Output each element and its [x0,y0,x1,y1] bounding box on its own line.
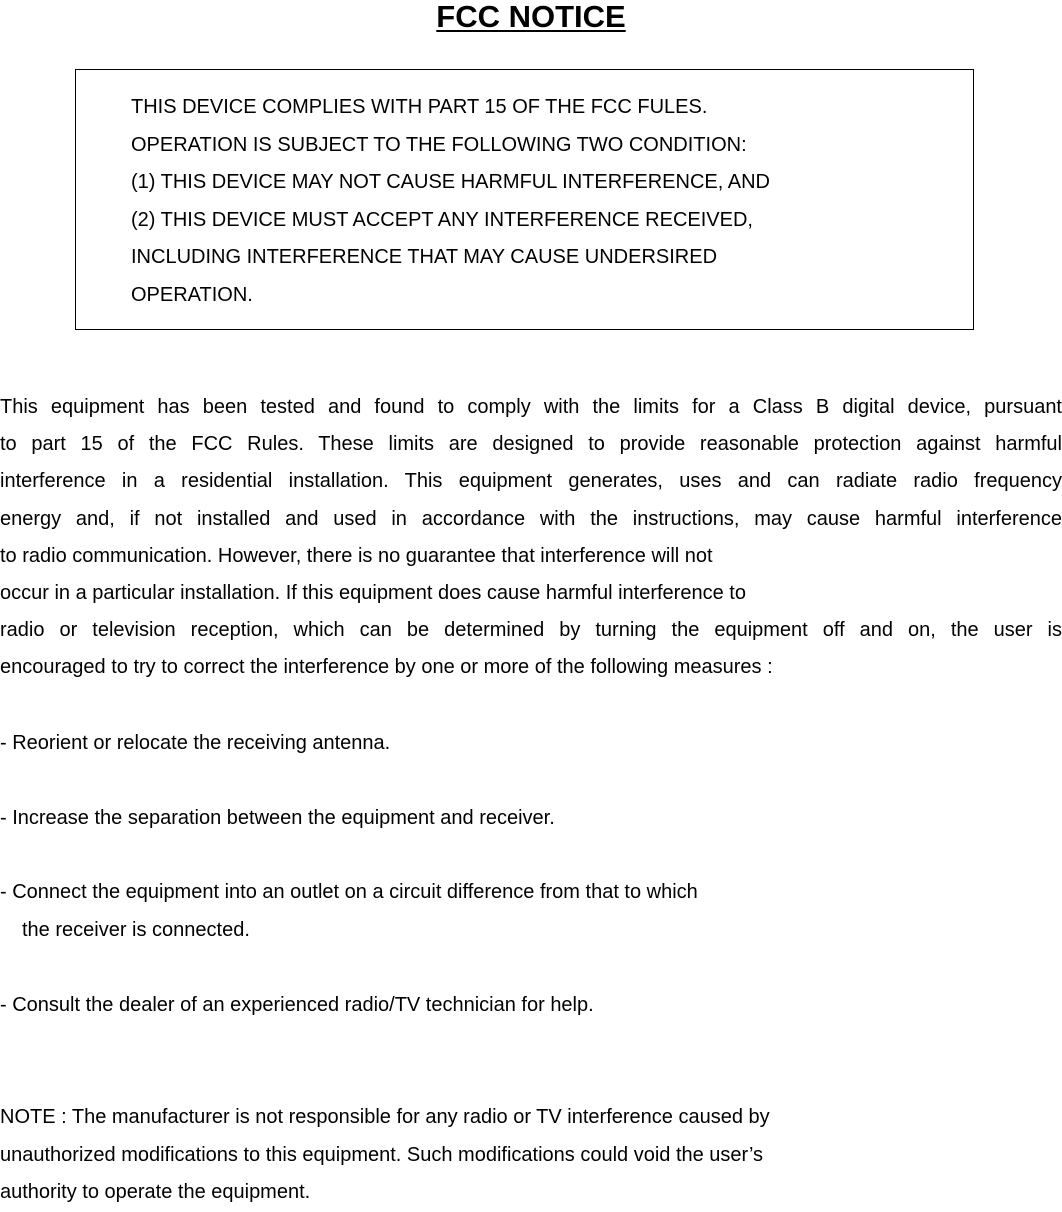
paragraph-line: occur in a particular installation. If this equipment does cause harmful interference to [0,581,746,604]
paragraph-line: to part 15 of the FCC Rules. These limits are designed to provide reasonable protection against harmful [0,433,1062,456]
note-line: authority to operate the equipment. [0,1181,311,1204]
measure-item: - Connect the equipment into an outlet on a circuit difference from that to which [0,881,698,903]
note-section [0,1099,770,1212]
compliance-paragraph [0,389,1062,687]
notice-line: (1) THIS DEVICE MAY NOT CAUSE HARMFUL INTERFERENCE, AND [131,171,770,194]
notice-line: OPERATION IS SUBJECT TO THE FOLLOWING TWO CONDITION: [131,133,747,156]
note-line: unauthorized modifications to this equipment. Such modifications could void the user’s [0,1143,764,1166]
paragraph-line: encouraged to try to correct the interference by one or more of the following measures : [0,656,773,679]
notice-line: (2) THIS DEVICE MUST ACCEPT ANY INTERFERENCE RECEIVED, [131,208,753,231]
measure-item: - Consult the dealer of an experienced radio/TV technician for help. [0,994,594,1016]
page-title: FCC NOTICE [436,0,626,34]
measure-item: - Reorient or relocate the receiving antenna. [0,732,391,754]
paragraph-line: energy and, if not installed and used in accordance with the instructions, may cause harmful interference [0,507,1062,530]
notice-line: OPERATION. [131,283,253,306]
paragraph-line: radio or television reception, which can be determined by turning the equipment off and on, the user is [0,619,1062,642]
note-line: NOTE : The manufacturer is not responsible for any radio or TV interference caused by [0,1106,770,1128]
paragraph-line: interference in a residential installation. This equipment generates, uses and can radiate radio frequency [0,470,1062,493]
measure-item-continuation: the receiver is connected. [22,919,250,941]
notice-line: THIS DEVICE COMPLIES WITH PART 15 OF THE FCC FULES. [131,96,708,118]
measure-item: - Increase the separation between the equipment and receiver. [0,807,555,829]
fcc-notice-text [131,89,770,315]
notice-line: INCLUDING INTERFERENCE THAT MAY CAUSE UNDERSIRED [131,246,718,269]
paragraph-line: to radio communication. However, there is no guarantee that interference will not [0,544,713,567]
paragraph-line: This equipment has been tested and found to comply with the limits for a Class B digital device, pursuant [0,396,1062,418]
